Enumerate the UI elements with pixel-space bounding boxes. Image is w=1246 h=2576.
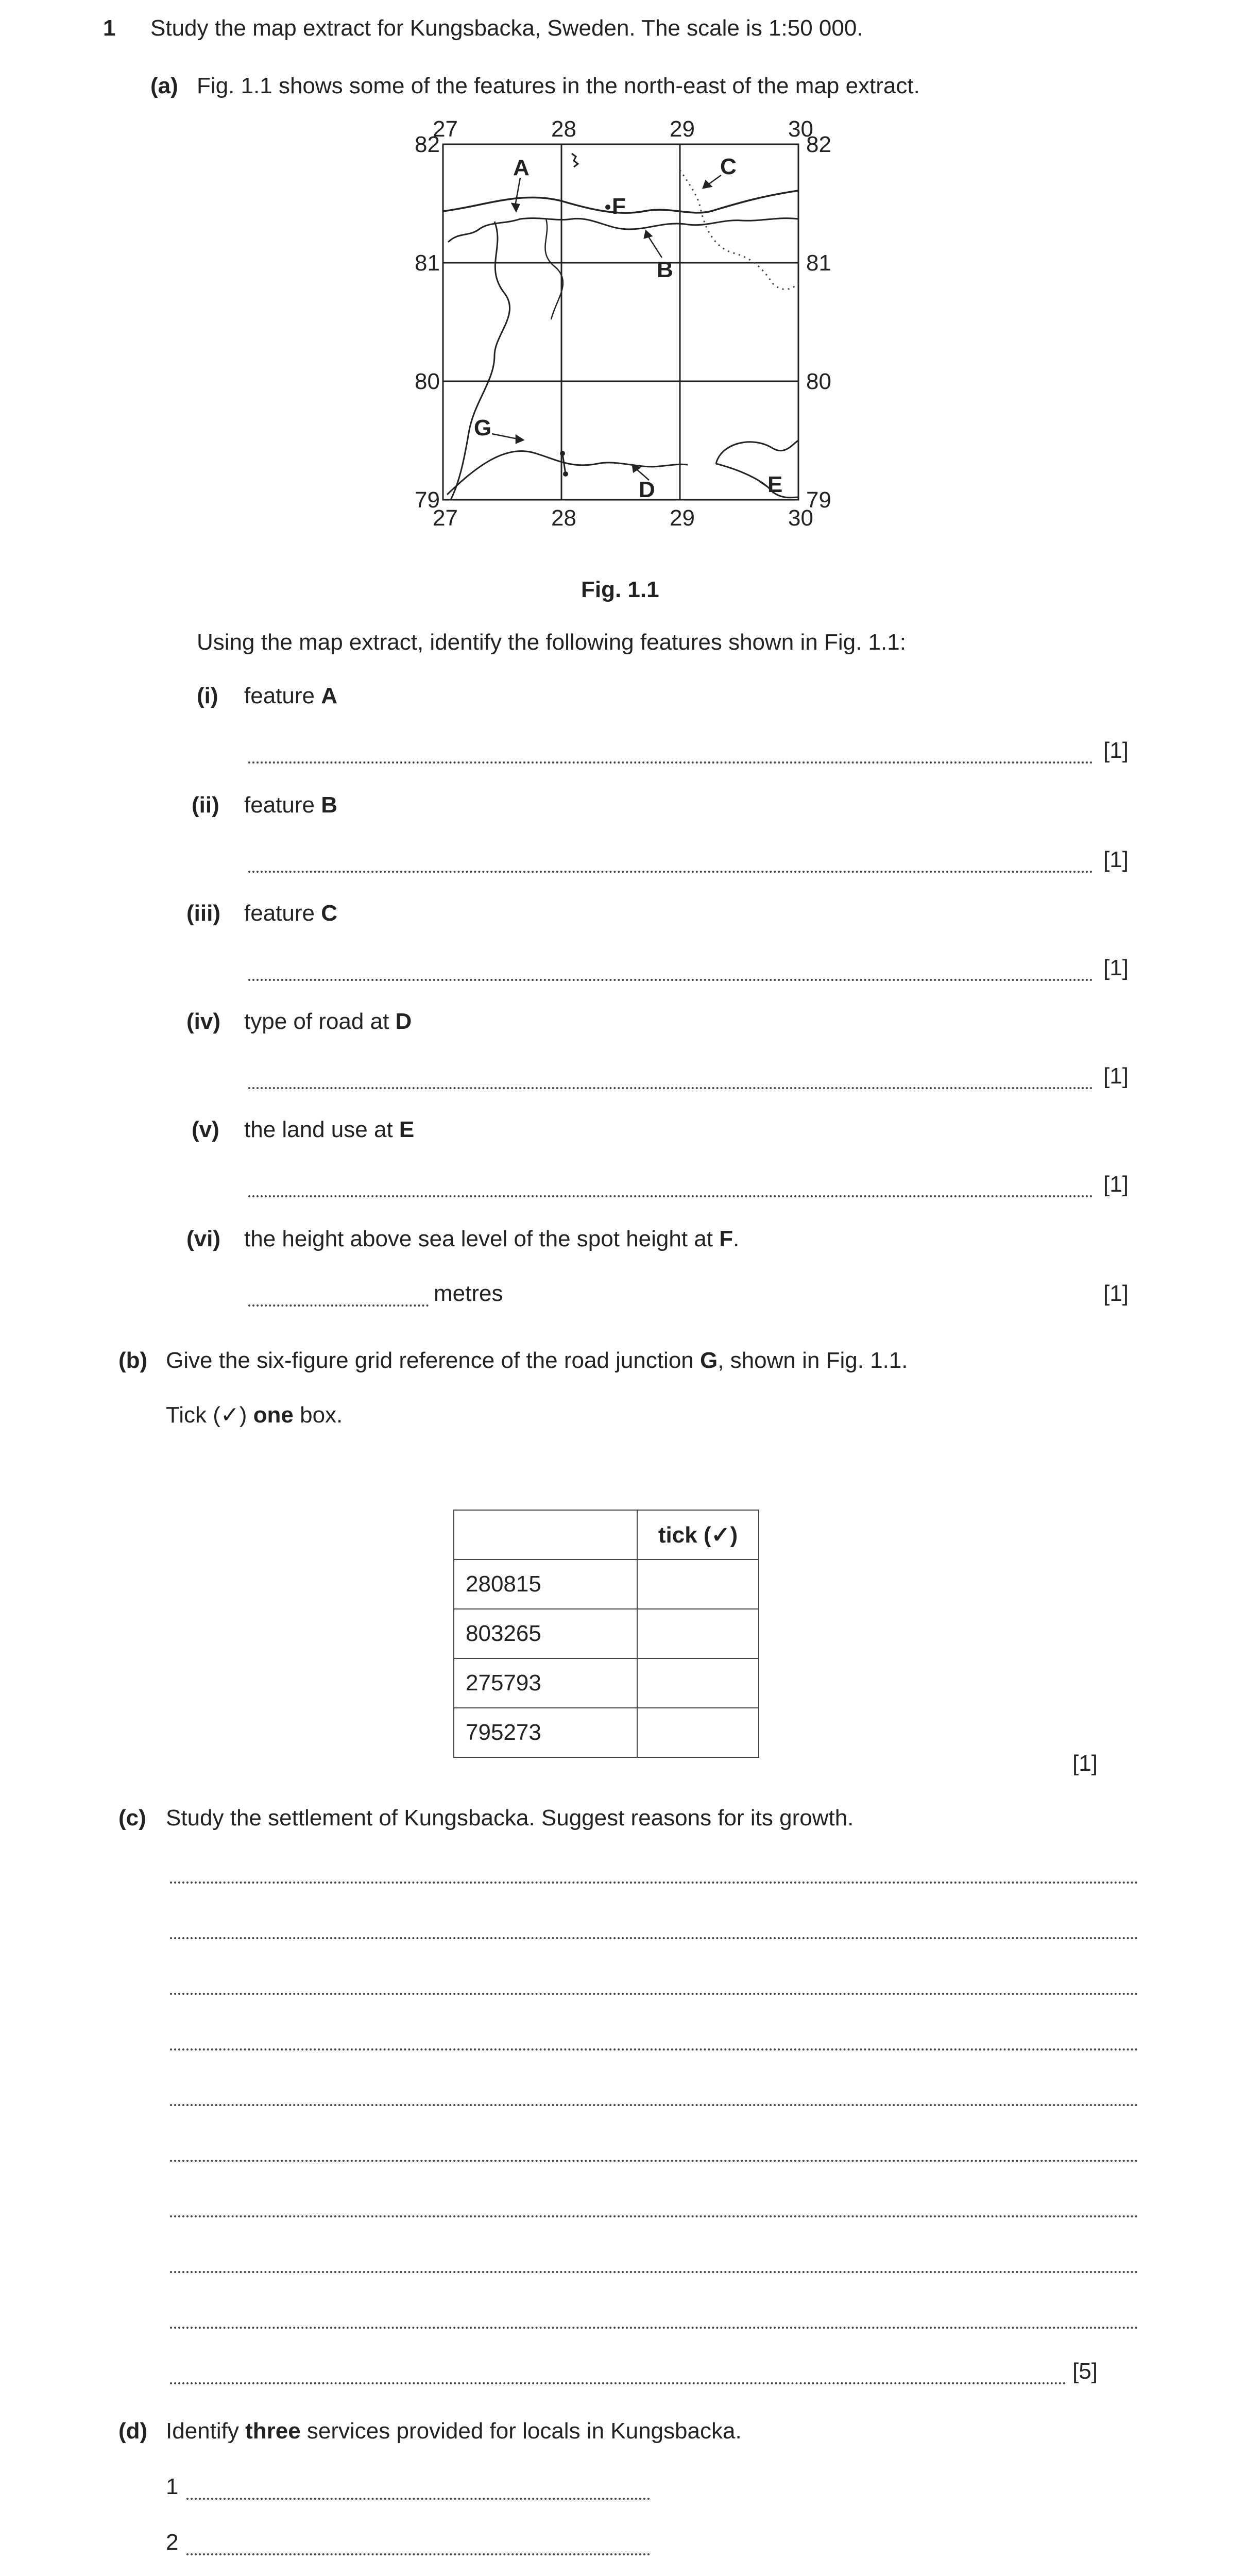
northing-left-label: 82 xyxy=(415,132,440,157)
table-header-row xyxy=(454,1510,759,1560)
part-a-label: (a) xyxy=(150,73,178,98)
answer-line[interactable] xyxy=(170,1882,1138,1884)
northing-left-label: 81 xyxy=(415,250,440,276)
option-value: 795273 xyxy=(454,1708,637,1757)
easting-top-label: 29 xyxy=(670,116,695,142)
arrow-b xyxy=(648,236,662,258)
tick-box[interactable] xyxy=(637,1658,759,1708)
arrow-g-head xyxy=(516,435,523,443)
part-a-ii-label: (ii) xyxy=(192,792,219,818)
northing-left-label: 79 xyxy=(415,487,440,513)
arrow-e xyxy=(760,482,767,487)
answer-line[interactable] xyxy=(170,1937,1138,1939)
table-header-blank xyxy=(454,1510,637,1560)
mark-allocation: [1] xyxy=(1103,1281,1129,1306)
tick-box[interactable] xyxy=(637,1708,759,1757)
part-d-label: (d) xyxy=(118,2418,148,2444)
tick-instruction: Tick (✓) one box. xyxy=(166,1402,343,1428)
table-row xyxy=(454,1708,759,1757)
answer-line[interactable] xyxy=(170,2382,1066,2384)
answer-line[interactable] xyxy=(170,2271,1138,2273)
part-a-iii-label: (iii) xyxy=(186,901,220,926)
northing-right-label: 79 xyxy=(806,487,831,513)
boundary-line xyxy=(680,170,798,290)
question-number: 1 xyxy=(103,15,116,41)
part-a-iii-text: feature C xyxy=(244,901,337,926)
option-value: 803265 xyxy=(454,1609,637,1658)
part-a-text: Fig. 1.1 shows some of the features in the north-east of the map extract. xyxy=(197,73,920,98)
easting-top-label: 28 xyxy=(551,116,576,142)
answer-line[interactable] xyxy=(248,1304,429,1307)
mark-allocation: [1] xyxy=(1103,1063,1129,1089)
mark-allocation: [1] xyxy=(1103,955,1129,980)
part-c-text: Study the settlement of Kungsbacka. Suggest reasons for its growth. xyxy=(166,1805,854,1831)
table-row xyxy=(454,1609,759,1658)
mark-allocation: [1] xyxy=(1072,1751,1098,1776)
part-a-iv-label: (iv) xyxy=(186,1009,220,1034)
answer-line[interactable] xyxy=(170,2327,1138,2329)
answer-number: 2 xyxy=(166,2530,179,2555)
answer-line[interactable] xyxy=(170,2104,1138,2106)
answer-number: 1 xyxy=(166,2474,179,2499)
northing-right-label: 82 xyxy=(806,132,831,157)
part-b-label: (b) xyxy=(118,1348,148,1373)
feature-label-d: D xyxy=(639,477,655,502)
arrow-a xyxy=(515,178,520,206)
question-intro: Study the map extract for Kungsbacka, Sweden. The scale is 1:50 000. xyxy=(150,15,863,41)
figure-caption: Fig. 1.1 xyxy=(581,577,659,602)
part-a-vi-label: (vi) xyxy=(186,1226,220,1251)
easting-bottom-label: 27 xyxy=(433,505,458,531)
northing-right-label: 80 xyxy=(806,369,831,394)
option-value: 275793 xyxy=(454,1658,637,1708)
easting-bottom-label: 29 xyxy=(670,505,695,531)
option-value: 280815 xyxy=(454,1560,637,1609)
part-a-i-label: (i) xyxy=(197,683,218,708)
arrow-a-head xyxy=(512,204,519,211)
feature-label-e: E xyxy=(767,472,783,497)
answer-line[interactable] xyxy=(186,2498,650,2500)
part-c-label: (c) xyxy=(118,1805,146,1831)
mark-allocation: [1] xyxy=(1103,738,1129,763)
feature-label-c: C xyxy=(720,154,737,179)
arrow-c xyxy=(708,175,721,184)
easting-bottom-label: 28 xyxy=(551,505,576,531)
mark-allocation: [1] xyxy=(1103,847,1129,872)
part-a-v-label: (v) xyxy=(192,1117,219,1142)
tick-box[interactable] xyxy=(637,1609,759,1658)
tick-table xyxy=(453,1510,759,1758)
answer-line[interactable] xyxy=(248,1195,1093,1197)
river-line xyxy=(448,218,798,242)
part-a-vi-text: the height above sea level of the spot height at F. xyxy=(244,1226,740,1251)
arrow-g xyxy=(492,434,518,439)
lake-outline xyxy=(716,440,798,498)
part-b-text: Give the six-figure grid reference of the road junction G, shown in Fig. 1.1. xyxy=(166,1348,908,1373)
part-d-text: Identify three services provided for locals in Kungsbacka. xyxy=(166,2418,742,2444)
arrow-b-head xyxy=(644,231,652,238)
easting-top-label: 27 xyxy=(433,116,458,142)
northing-left-label: 80 xyxy=(415,369,440,394)
map-symbol xyxy=(572,154,578,167)
answer-line[interactable] xyxy=(248,761,1093,764)
answer-line[interactable] xyxy=(170,2160,1138,2162)
table-row xyxy=(454,1560,759,1609)
road-line xyxy=(545,219,563,319)
answer-line[interactable] xyxy=(248,979,1093,981)
table-header-tick: tick (✓) xyxy=(637,1510,759,1560)
table-row xyxy=(454,1658,759,1708)
feature-label-b: B xyxy=(657,257,673,282)
part-a-iv-text: type of road at D xyxy=(244,1009,412,1034)
part-a-ii-text: feature B xyxy=(244,792,337,818)
mark-allocation: [1] xyxy=(1103,1172,1129,1197)
figure-map xyxy=(402,113,865,567)
easting-bottom-label: 30 xyxy=(788,505,813,531)
answer-line[interactable] xyxy=(170,2215,1138,2217)
easting-top-label: 30 xyxy=(788,116,813,142)
mark-allocation: [5] xyxy=(1072,2359,1098,2384)
spot-height-marker xyxy=(605,205,610,210)
part-a-i-text: feature A xyxy=(244,683,337,708)
part-a-instruction: Using the map extract, identify the following features shown in Fig. 1.1: xyxy=(197,630,906,655)
junction-road xyxy=(562,453,566,474)
unit-metres: metres xyxy=(434,1281,503,1306)
answer-line[interactable] xyxy=(248,1087,1093,1089)
tick-box[interactable] xyxy=(637,1560,759,1609)
part-a-v-text: the land use at E xyxy=(244,1117,415,1142)
northing-right-label: 81 xyxy=(806,250,831,276)
arrow-c-head xyxy=(703,181,711,188)
answer-line[interactable] xyxy=(170,2048,1138,2050)
feature-label-f: F xyxy=(612,194,626,219)
answer-line[interactable] xyxy=(186,2553,650,2555)
answer-line[interactable] xyxy=(248,871,1093,873)
feature-label-a: A xyxy=(513,155,530,180)
feature-label-g: G xyxy=(474,415,492,440)
answer-line[interactable] xyxy=(170,1993,1138,1995)
